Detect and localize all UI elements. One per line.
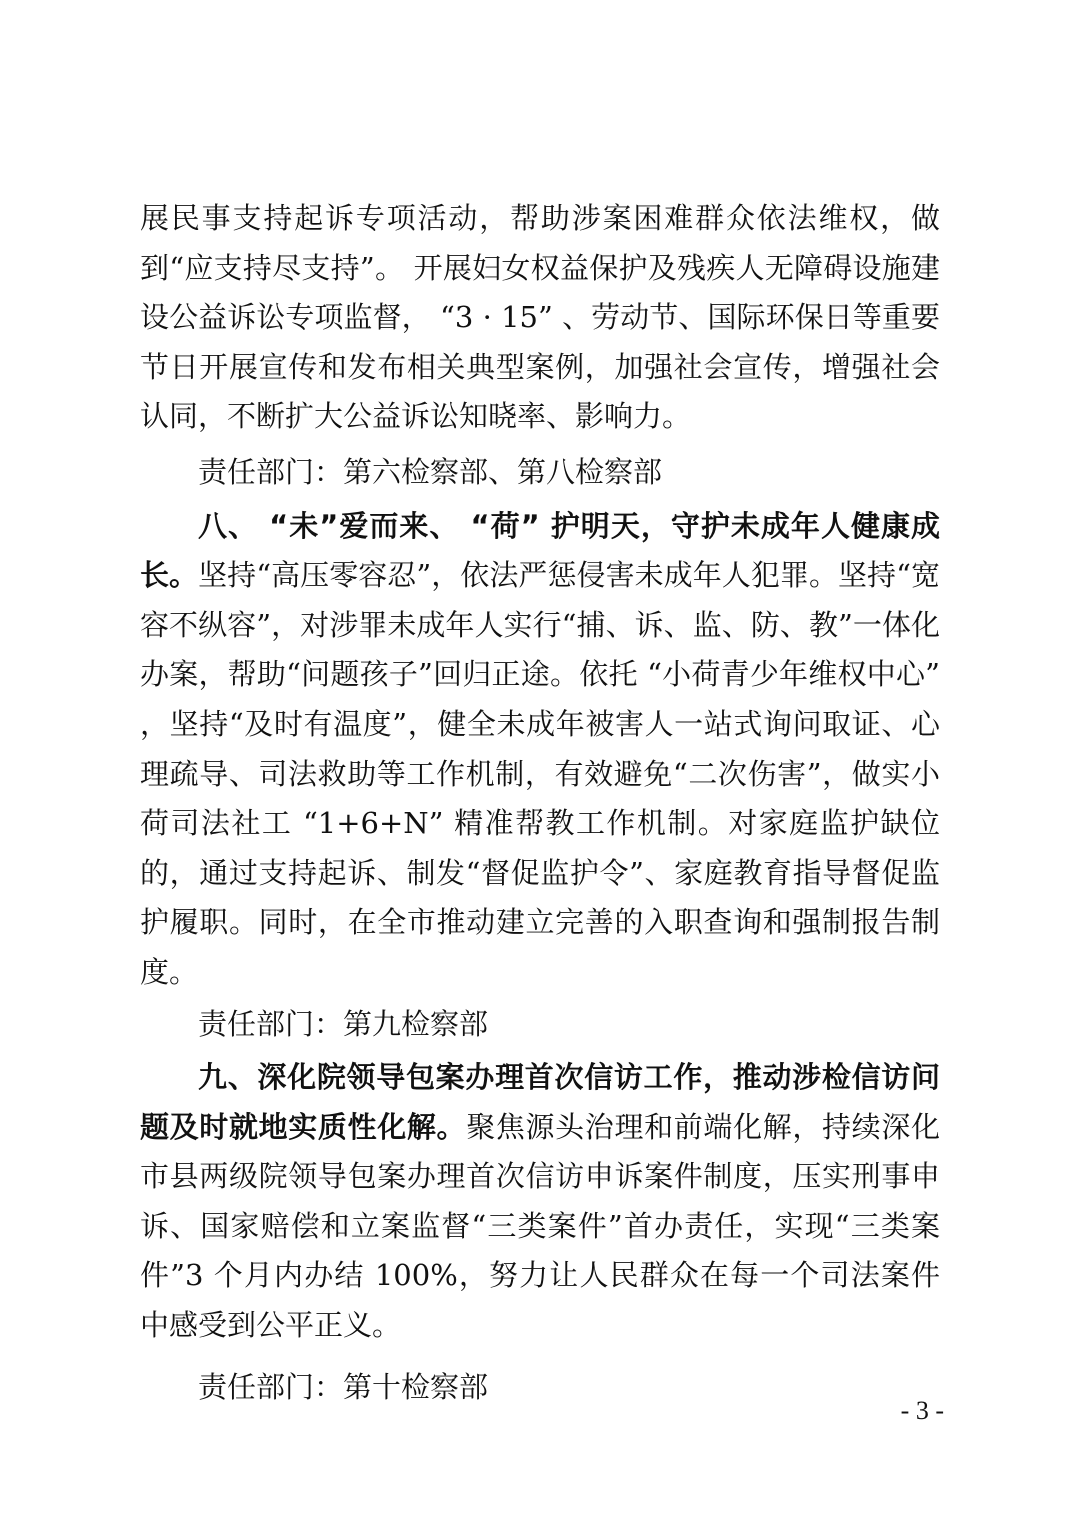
section-eight-body: 坚持“高压零容忍”，依法严惩侵害未成年人犯罪。坚持“宽容不纵容”，对涉罪未成年人实行“捕、诉、监、防、教”一体化办案，帮助“问题孩子”回归正途。依托 “小荷青少年维权中心” ，坚持“及时有温度”，健全未成年被害人一站式询问取证、心理疏导、司法救助等工作机制，有效避免“二次伤害”，做实小荷司法社工 “1+6+N” 精准帮教工作机制。对家庭监护缺位的，通过支持起诉、制发“督促监护令”、家庭教育指导督促监护履职。同时，在全市推动建立完善的入职查询和强制报告制度。 bbox=[140, 558, 940, 989]
section-nine-petition bbox=[140, 1053, 940, 1351]
paragraph-civil-support: 展民事支持起诉专项活动，帮助涉案困难群众依法维权，做到“应支持尽支持”。 开展妇女权益保护及残疾人无障碍设施建设公益诉讼专项监督， “3 · 15” 、劳动节、国际环保日等重要节日开展宣传和发布相关典型案例，加强社会宣传，增强社会认同，不断扩大公益诉讼知晓率、影响力。 bbox=[140, 201, 940, 434]
responsible-dept-9: 责任部门：第九检察部 bbox=[198, 1006, 489, 1041]
section-nine-body: 聚焦源头治理和前端化解，持续深化市县两级院领导包案办理首次信访申诉案件制度，压实刑事申诉、国家赔偿和立案监督“三类案件”首办责任，实现“三类案件”3 个月内办结 100%，努力让人民群众在每一个司法案件中感受到公平正义。 bbox=[140, 1109, 940, 1343]
document-body bbox=[140, 194, 940, 1412]
page-number: - 3 - bbox=[900, 1396, 944, 1425]
responsible-dept-10: 责任部门：第十检察部 bbox=[198, 1369, 489, 1404]
section-eight-minors bbox=[140, 502, 940, 998]
responsible-dept-6-8: 责任部门：第六检察部、第八检察部 bbox=[198, 454, 663, 489]
section-nine-heading: 九、深化院领导包案办理首次信访工作，推动涉检信访问题及时就地实质性化解。 bbox=[140, 1060, 940, 1144]
section-eight-heading: 八、 “未”爱而来、 “荷” 护明天，守护未成年人健康成长。 bbox=[140, 508, 940, 593]
